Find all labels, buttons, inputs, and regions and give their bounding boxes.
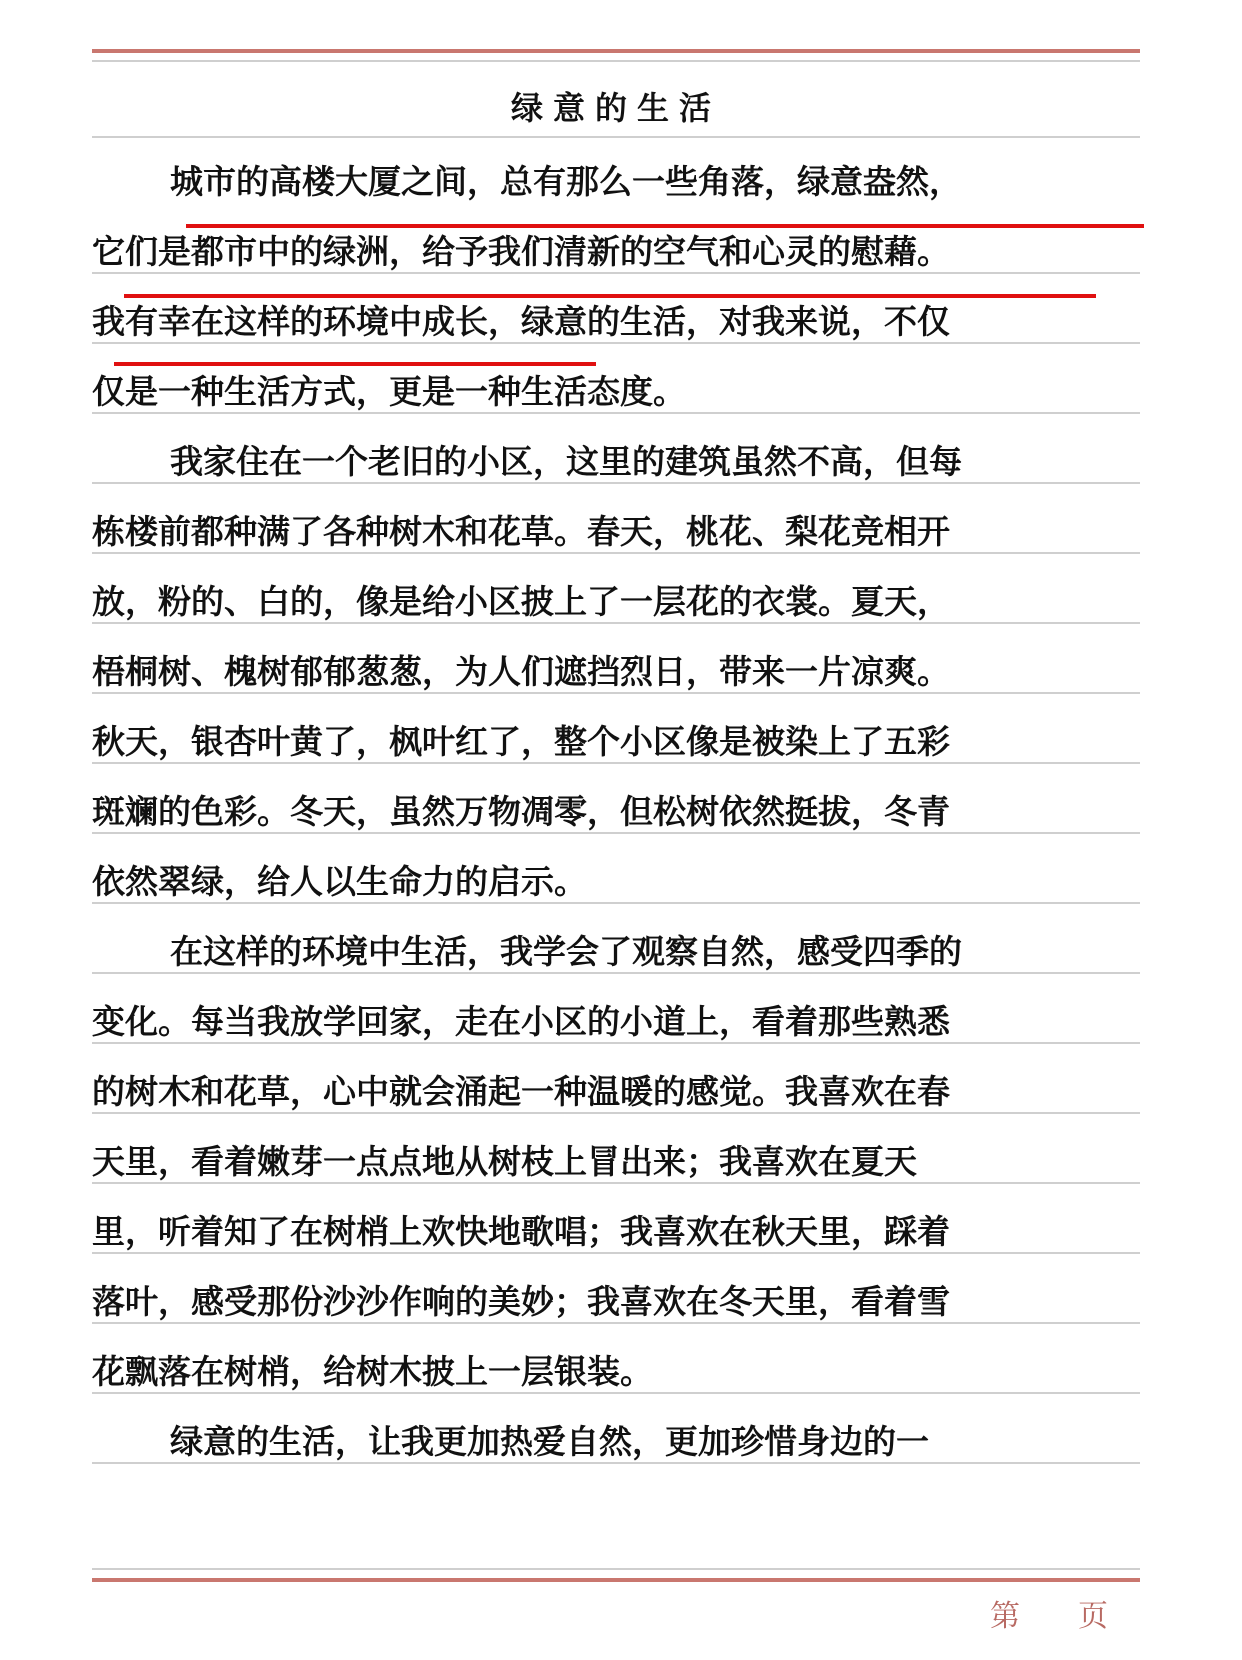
- text-line-12: 在这样的环境中生活，我学会了观察自然，感受四季的: [170, 932, 962, 971]
- text-line-5: 我家住在一个老旧的小区，这里的建筑虽然不高，但每: [170, 442, 962, 481]
- text-line-18: 花飘落在树梢，给树木披上一层银装。: [92, 1352, 653, 1391]
- bottom-gray-rule: [92, 1568, 1140, 1570]
- text-line-13: 变化。每当我放学回家，走在小区的小道上，看着那些熟悉: [92, 1002, 950, 1041]
- text-line-11: 依然翠绿，给人以生命力的启示。: [92, 862, 587, 901]
- ruled-line: [92, 136, 1140, 138]
- text-line-6: 栋楼前都种满了各种树木和花草。春天，桃花、梨花竞相开: [92, 512, 950, 551]
- red-underline-2: [124, 294, 1096, 298]
- red-underline-3: [114, 362, 596, 366]
- text-line-9: 秋天，银杏叶黄了，枫叶红了，整个小区像是被染上了五彩: [92, 722, 950, 761]
- essay-title: 绿意的生活: [510, 89, 721, 127]
- text-line-10: 斑斓的色彩。冬天，虽然万物凋零，但松树依然挺拔，冬青: [92, 792, 950, 831]
- bottom-red-rule: [92, 1578, 1140, 1582]
- page-number-prefix: 第: [990, 1599, 1020, 1634]
- text-line-19: 绿意的生活，让我更加热爱自然，更加珍惜身边的一: [170, 1422, 929, 1461]
- red-underline-1: [186, 224, 1144, 228]
- text-line-2: 它们是都市中的绿洲，给予我们清新的空气和心灵的慰藉。: [92, 232, 950, 271]
- text-line-8: 梧桐树、槐树郁郁葱葱，为人们遮挡烈日，带来一片凉爽。: [92, 652, 950, 691]
- text-line-1: 城市的高楼大厦之间，总有那么一些角落，绿意盎然，: [170, 162, 962, 201]
- text-line-15: 天里，看着嫩芽一点点地从树枝上冒出来；我喜欢在夏天: [92, 1142, 917, 1181]
- text-line-16: 里，听着知了在树梢上欢快地歌唱；我喜欢在秋天里，踩着: [92, 1212, 950, 1251]
- text-line-7: 放，粉的、白的，像是给小区披上了一层花的衣裳。夏天，: [92, 582, 950, 621]
- text-line-17: 落叶，感受那份沙沙作响的美妙；我喜欢在冬天里，看着雪: [92, 1282, 950, 1321]
- top-gray-rule: [92, 60, 1140, 62]
- text-line-3: 我有幸在这样的环境中成长，绿意的生活，对我来说，不仅: [92, 302, 950, 341]
- text-line-14: 的树木和花草，心中就会涌起一种温暖的感觉。我喜欢在春: [92, 1072, 950, 1111]
- page-number-suffix: 页: [1078, 1599, 1108, 1634]
- top-red-rule: [92, 49, 1140, 53]
- text-line-4: 仅是一种生活方式，更是一种生活态度。: [92, 372, 686, 411]
